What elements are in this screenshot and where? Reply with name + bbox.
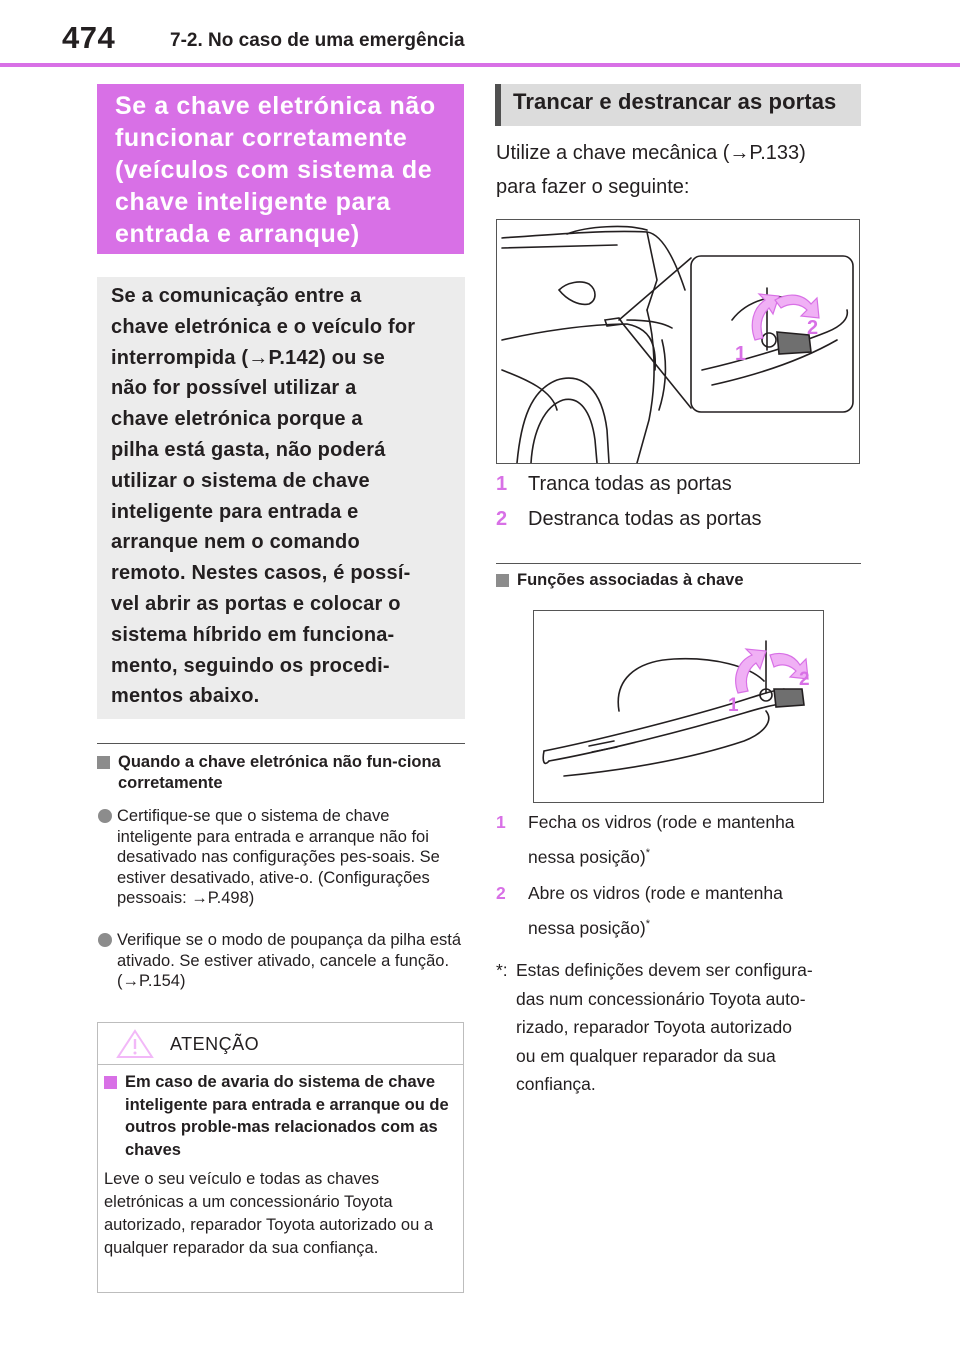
topic-title-line: chave inteligente para <box>115 188 391 216</box>
section-heading: Trancar e destrancar as portas <box>495 84 861 126</box>
intro-line: mentos abaixo. <box>111 685 260 708</box>
intro-line: chave eletrónica porque a <box>111 408 363 431</box>
intro-line: arranque nem o comando <box>111 531 360 554</box>
bullet-item: Verifique se o modo de poupança da pilha está ativado. Se estiver ativado, cancele a função. (→P.154) <box>97 930 465 992</box>
footnote-text: Estas definições devem ser configura- das num concessionário Toyota auto- rizado, reparador Toyota autorizado ou em qualquer reparador da sua confiança. <box>516 960 813 1094</box>
intro-line: pilha está gasta, não poderá <box>111 438 386 461</box>
door-lock-illustration <box>496 219 860 464</box>
intro-text-line: Utilize a chave mecânica (→P.133) <box>496 142 806 164</box>
item-text: Fecha os vidros (rode e mantenha nessa posição)* <box>528 812 795 867</box>
warning-box <box>97 1022 464 1293</box>
divider <box>496 563 861 564</box>
subheading-key-malfunction: Quando a chave eletrónica não fun-ciona corretamente <box>97 752 467 794</box>
intro-line: remoto. Nestes casos, é possí- <box>111 562 411 585</box>
square-bullet-icon <box>97 756 110 769</box>
callout-number: 1 <box>735 343 747 365</box>
item-text: Abre os vidros (rode e mantenha nessa posição)* <box>528 883 783 938</box>
callout-number: 2 <box>799 669 810 690</box>
numbered-item <box>496 501 761 537</box>
item-number: 2 <box>496 883 506 903</box>
page-number: 474 <box>62 20 116 55</box>
topic-title-line: funcionar corretamente <box>115 124 408 152</box>
warning-label: ATENÇÃO <box>170 1034 260 1054</box>
item-number: 1 <box>496 473 508 495</box>
callout-number: 1 <box>728 695 739 716</box>
section-title: 7-2. No caso de uma emergência <box>170 30 465 51</box>
intro-line: inteligente para entrada e <box>111 500 359 523</box>
warning-heading: Em caso de avaria do sistema de chave inteligente para entrada e arranque ou de outros proble-mas relacionados com as chaves <box>104 1071 454 1161</box>
topic-title-line: entrada e arranque) <box>115 220 360 248</box>
footnote-mark: *: <box>496 960 508 980</box>
item-number: 1 <box>496 812 506 832</box>
numbered-item <box>496 466 732 502</box>
item-text: Destranca todas as portas <box>528 508 762 530</box>
topic-title-box <box>97 84 464 254</box>
numbered-item <box>496 805 866 875</box>
item-text: Tranca todas as portas <box>528 473 732 495</box>
intro-text-line: para fazer o seguinte: <box>496 176 690 198</box>
warning-header <box>98 1023 463 1065</box>
intro-line: não for possível utilizar a <box>111 377 357 400</box>
topic-title-line: (veículos com sistema de <box>115 156 433 184</box>
square-bullet-icon <box>496 574 509 587</box>
footnote <box>496 956 866 1099</box>
item-number: 2 <box>496 508 508 530</box>
round-bullet-icon <box>98 809 112 823</box>
numbered-item <box>496 876 866 946</box>
warning-body: Leve o seu veículo e todas as chaves eletrónicas a um concessionário Toyota autorizado, reparador Toyota autorizado ou a qualquer reparador da sua confiança. <box>104 1170 434 1257</box>
intro-line: chave eletrónica e o veículo for <box>111 315 416 338</box>
bullet-item: Certifique-se que o sistema de chave inteligente para entrada e arranque não foi desativado nas configurações pes-soais. Se estiver desativado, ative-o. (Configurações pessoais: →P.498) <box>97 806 465 909</box>
round-bullet-icon <box>98 933 112 947</box>
subheading-key-functions: Funções associadas à chave <box>496 570 861 591</box>
window-key-illustration <box>533 610 824 803</box>
intro-panel <box>97 277 465 719</box>
intro-line: mento, seguindo os procedi- <box>111 654 390 677</box>
intro-line: vel abrir as portas e colocar o <box>111 592 401 615</box>
warning-triangle-icon <box>116 1029 154 1059</box>
square-bullet-icon <box>104 1076 117 1089</box>
intro-line: interrompida (→P.142) ou se <box>111 346 385 369</box>
callout-number: 2 <box>807 317 819 339</box>
intro-line: sistema híbrido em funciona- <box>111 623 395 646</box>
intro-line: Se a comunicação entre a <box>111 285 362 307</box>
divider <box>97 743 465 744</box>
header-rule <box>0 63 960 67</box>
intro-line: utilizar o sistema de chave <box>111 469 370 492</box>
topic-title-line: Se a chave eletrónica não <box>115 92 436 120</box>
